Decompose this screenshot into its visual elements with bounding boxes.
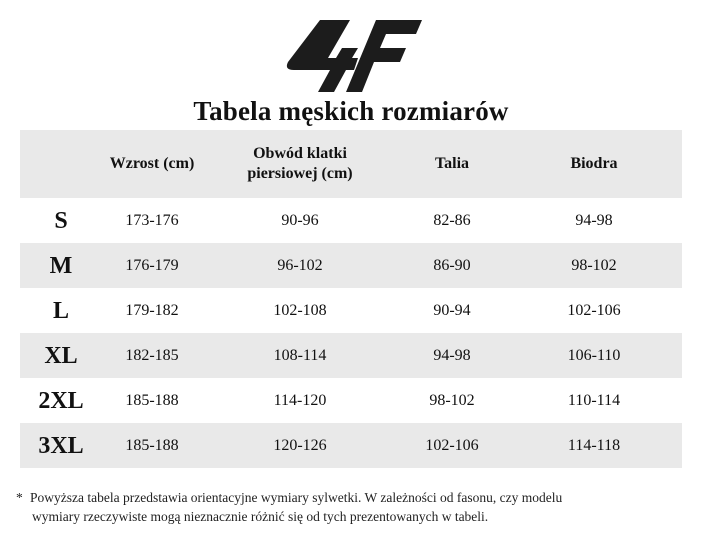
4f-logo: [276, 18, 422, 94]
table-row: [20, 243, 682, 288]
header-chest-label: Obwód klatki piersiowej (cm): [247, 145, 353, 182]
chest-value: 102-108: [273, 301, 327, 319]
chest-value: 120-126: [273, 436, 327, 454]
footnote-line-2: wymiary rzeczywiste mogą nieznacznie różnić się od tych prezentowanych w tabeli.: [32, 509, 489, 524]
table-header-row: [20, 130, 682, 198]
header-chest: [202, 144, 398, 184]
footnote-line-1: Powyższa tabela przedstawia orientacyjne wymiary sylwetki. W zależności od fasonu, czy modelu: [30, 490, 563, 505]
table-row: [20, 288, 682, 333]
height-value: 185-188: [125, 436, 179, 454]
height-value: 173-176: [125, 211, 179, 229]
chest-value: 96-102: [277, 256, 323, 274]
size-label: 2XL: [38, 387, 84, 414]
page-title: Tabela męskich rozmiarów: [193, 96, 509, 126]
size-label: S: [54, 207, 68, 234]
table-row: [20, 333, 682, 378]
chest-value: 108-114: [273, 346, 327, 364]
table-row: [20, 378, 682, 423]
waist-value: 86-90: [433, 256, 471, 274]
size-label: XL: [44, 342, 78, 369]
chest-value: 114-120: [273, 391, 327, 409]
hips-value: 114-118: [567, 436, 621, 454]
size-table: [20, 130, 682, 468]
size-label: M: [49, 252, 73, 279]
hips-value: 110-114: [567, 391, 621, 409]
height-value: 179-182: [125, 301, 179, 319]
footnote-marker: *: [16, 490, 23, 505]
table-row: [20, 423, 682, 468]
waist-value: 98-102: [429, 391, 475, 409]
hips-value: 106-110: [567, 346, 621, 364]
logo-f-shape: [346, 20, 422, 92]
header-waist: Talia: [434, 155, 470, 172]
size-label: 3XL: [38, 432, 84, 459]
height-value: 185-188: [125, 391, 179, 409]
hips-value: 98-102: [571, 256, 617, 274]
waist-value: 94-98: [433, 346, 471, 364]
waist-value: 102-106: [425, 436, 479, 454]
hips-value: 102-106: [567, 301, 621, 319]
chest-value: 90-96: [281, 211, 319, 229]
logo-4-shape: [287, 20, 358, 92]
height-value: 176-179: [125, 256, 179, 274]
waist-value: 82-86: [433, 211, 471, 229]
header-hips: Biodra: [570, 155, 618, 172]
header-height: Wzrost (cm): [109, 155, 195, 172]
size-label: L: [52, 297, 69, 324]
footnote: [16, 488, 692, 526]
waist-value: 90-94: [433, 301, 471, 319]
hips-value: 94-98: [575, 211, 613, 229]
table-row: [20, 198, 682, 243]
height-value: 182-185: [125, 346, 179, 364]
